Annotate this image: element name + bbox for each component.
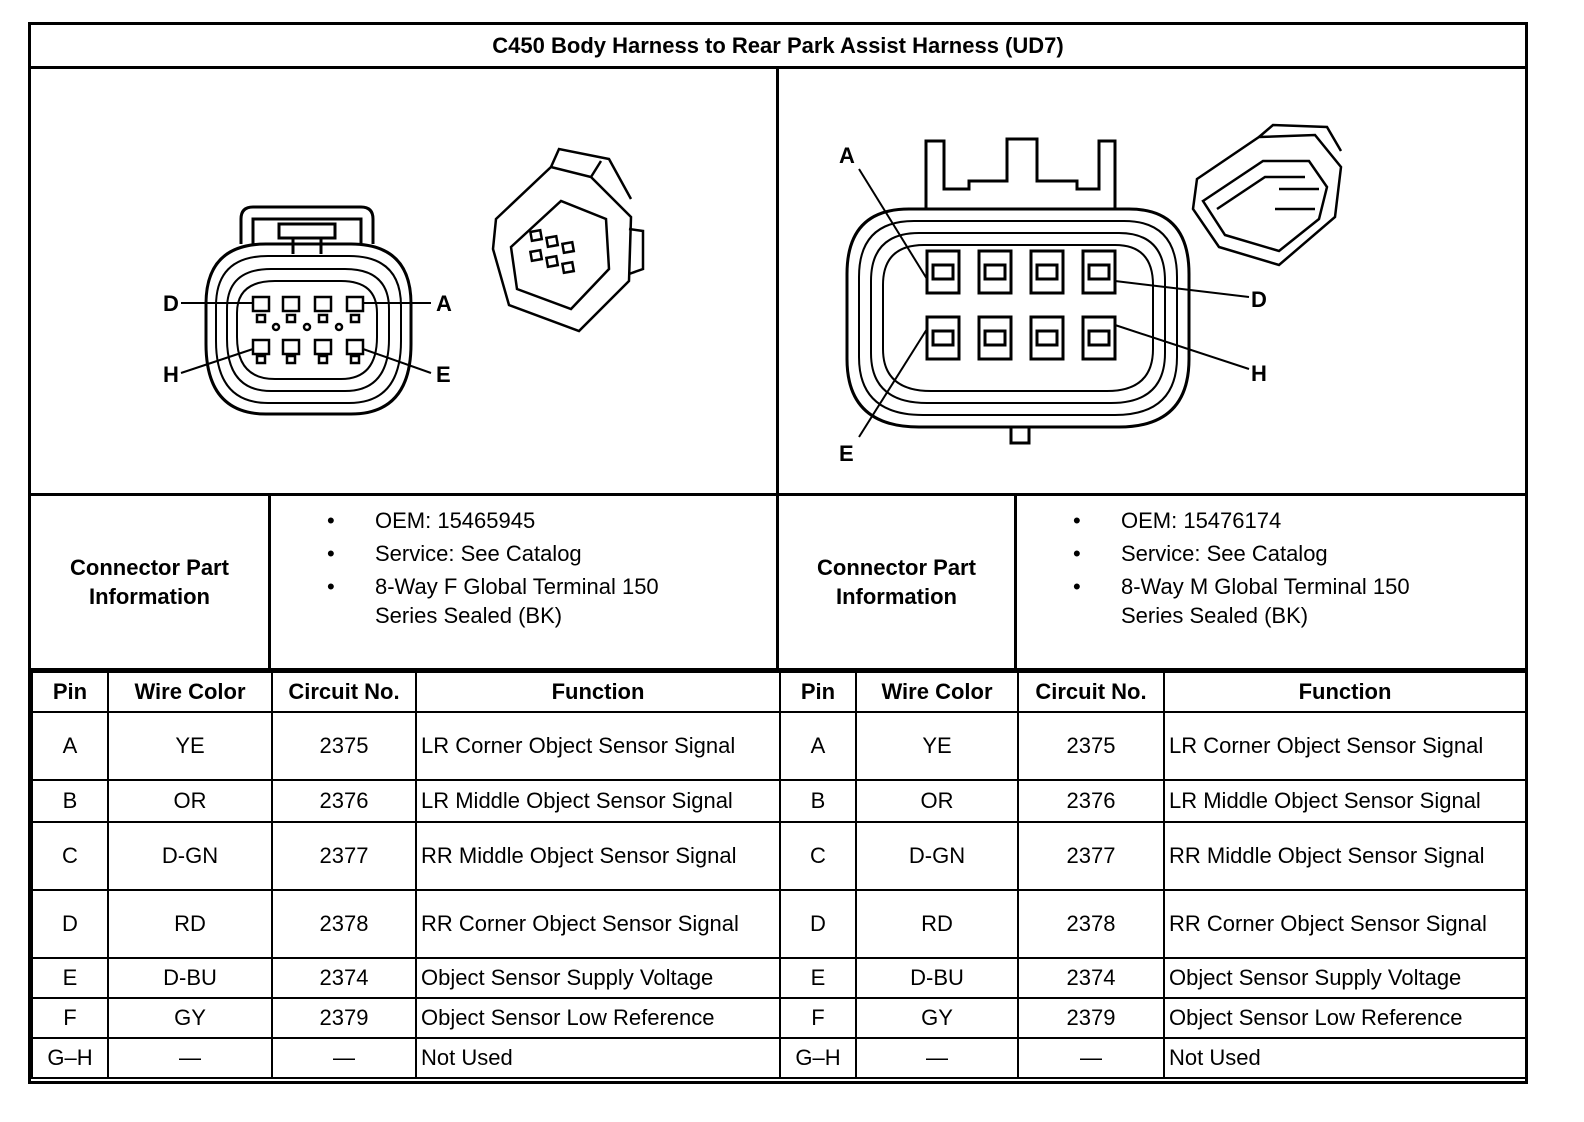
wire-color-cell: D-BU [108, 958, 272, 998]
left-info-list [271, 496, 779, 668]
function-cell: Object Sensor Supply Voltage [1164, 958, 1526, 998]
wire-color-cell: YE [856, 712, 1018, 780]
table-row [32, 712, 780, 780]
pin-label-d: D [1251, 287, 1267, 312]
connector-part-info-row [31, 493, 1525, 671]
table-header-row [32, 672, 780, 712]
table-row [32, 1038, 780, 1078]
right-table-body [780, 712, 1526, 1078]
wire-color-cell: OR [108, 780, 272, 822]
pin-label-d: D [163, 291, 179, 316]
pin-cell: D [780, 890, 856, 958]
circuit-cell: — [272, 1038, 416, 1078]
circuit-cell: 2377 [272, 822, 416, 890]
wire-color-cell: GY [856, 998, 1018, 1038]
left-table-body [32, 712, 780, 1078]
female-connector-face-icon [31, 69, 776, 493]
function-cell: Not Used [1164, 1038, 1526, 1078]
info-item-description [1017, 572, 1525, 630]
pin-cell: F [780, 998, 856, 1038]
info-item-service [271, 539, 776, 568]
function-cell: Object Sensor Supply Voltage [416, 958, 780, 998]
table-row [780, 1038, 1526, 1078]
connector-sheet [28, 22, 1528, 1084]
header-wire-color: Wire Color [108, 672, 272, 712]
wire-color-cell: D-GN [108, 822, 272, 890]
pin-label-h: H [163, 362, 179, 387]
table-row [32, 822, 780, 890]
info-item-text: 8-Way F Global Terminal 150 [375, 574, 659, 599]
pin-cell: D [32, 890, 108, 958]
bullet-icon: • [327, 541, 335, 566]
circuit-cell: 2374 [1018, 958, 1164, 998]
function-cell: LR Corner Object Sensor Signal [416, 712, 780, 780]
header-function: Function [1164, 672, 1526, 712]
bullet-icon: • [1073, 508, 1081, 533]
table-row [780, 890, 1526, 958]
pin-label-h: H [1251, 361, 1267, 386]
circuit-cell: — [1018, 1038, 1164, 1078]
left-pinout-table [31, 671, 781, 1079]
circuit-cell: 2378 [1018, 890, 1164, 958]
wire-color-cell: GY [108, 998, 272, 1038]
pin-cell: B [32, 780, 108, 822]
pin-label-a: A [839, 143, 855, 168]
function-cell: LR Middle Object Sensor Signal [416, 780, 780, 822]
circuit-cell: 2374 [272, 958, 416, 998]
function-cell: Object Sensor Low Reference [416, 998, 780, 1038]
left-info-label [31, 496, 271, 668]
bullet-icon: • [327, 508, 335, 533]
wire-color-cell: RD [856, 890, 1018, 958]
bullet-icon: • [327, 574, 335, 599]
header-circuit-no: Circuit No. [1018, 672, 1164, 712]
function-cell: RR Middle Object Sensor Signal [1164, 822, 1526, 890]
wire-color-cell: YE [108, 712, 272, 780]
header-pin: Pin [780, 672, 856, 712]
info-item-text: Service: See Catalog [375, 541, 582, 566]
header-wire-color: Wire Color [856, 672, 1018, 712]
circuit-cell: 2377 [1018, 822, 1164, 890]
header-pin: Pin [32, 672, 108, 712]
male-connector-face-icon [779, 69, 1524, 493]
table-row [32, 890, 780, 958]
circuit-cell: 2379 [272, 998, 416, 1038]
pin-cell: A [780, 712, 856, 780]
function-cell: RR Middle Object Sensor Signal [416, 822, 780, 890]
function-cell: Object Sensor Low Reference [1164, 998, 1526, 1038]
table-row [780, 998, 1526, 1038]
function-cell: LR Middle Object Sensor Signal [1164, 780, 1526, 822]
circuit-cell: 2376 [1018, 780, 1164, 822]
info-label-line: Information [88, 584, 210, 609]
wire-color-cell: — [108, 1038, 272, 1078]
table-row [32, 958, 780, 998]
wire-color-cell: D-BU [856, 958, 1018, 998]
function-cell: RR Corner Object Sensor Signal [416, 890, 780, 958]
info-item-text: OEM: 15465945 [375, 508, 536, 533]
pin-cell: G–H [780, 1038, 856, 1078]
info-label-line: Connector Part [70, 555, 229, 580]
header-function: Function [416, 672, 780, 712]
wire-color-cell: D-GN [856, 822, 1018, 890]
right-connector-diagram [779, 69, 1525, 493]
table-row [780, 822, 1526, 890]
circuit-cell: 2375 [272, 712, 416, 780]
pin-label-a: A [436, 291, 452, 316]
header-circuit-no: Circuit No. [272, 672, 416, 712]
wire-color-cell: — [856, 1038, 1018, 1078]
table-row [780, 712, 1526, 780]
table-row [780, 780, 1526, 822]
pin-cell: G–H [32, 1038, 108, 1078]
wire-color-cell: RD [108, 890, 272, 958]
function-cell: LR Corner Object Sensor Signal [1164, 712, 1526, 780]
table-row [780, 958, 1526, 998]
function-cell: RR Corner Object Sensor Signal [1164, 890, 1526, 958]
table-row [32, 998, 780, 1038]
info-item-oem [1017, 506, 1525, 535]
info-item-oem [271, 506, 776, 535]
pin-cell: B [780, 780, 856, 822]
info-label-line: Information [835, 584, 957, 609]
info-item-description [271, 572, 776, 630]
info-item-text: OEM: 15476174 [1121, 508, 1282, 533]
right-info-label [779, 496, 1017, 668]
pin-cell: C [780, 822, 856, 890]
pin-cell: E [780, 958, 856, 998]
right-info-list [1017, 496, 1525, 668]
pin-cell: F [32, 998, 108, 1038]
info-item-text: Series Sealed (BK) [375, 603, 563, 628]
function-cell: Not Used [416, 1038, 780, 1078]
circuit-cell: 2375 [1018, 712, 1164, 780]
info-item-text: Series Sealed (BK) [1121, 603, 1309, 628]
pin-cell: A [32, 712, 108, 780]
info-item-text: 8-Way M Global Terminal 150 [1121, 574, 1410, 599]
circuit-cell: 2378 [272, 890, 416, 958]
circuit-cell: 2379 [1018, 998, 1164, 1038]
info-item-text: Service: See Catalog [1121, 541, 1328, 566]
pin-label-e: E [436, 362, 451, 387]
pin-cell: C [32, 822, 108, 890]
info-item-service [1017, 539, 1525, 568]
bullet-icon: • [1073, 574, 1081, 599]
info-label-line: Connector Part [817, 555, 976, 580]
table-header-row [780, 672, 1526, 712]
bullet-icon: • [1073, 541, 1081, 566]
pin-label-e: E [839, 441, 854, 466]
right-pinout-table [779, 671, 1527, 1079]
wire-color-cell: OR [856, 780, 1018, 822]
table-row [32, 780, 780, 822]
circuit-cell: 2376 [272, 780, 416, 822]
left-connector-diagram [31, 69, 779, 493]
page-title: C450 Body Harness to Rear Park Assist Harness (UD7) [31, 25, 1525, 69]
pin-cell: E [32, 958, 108, 998]
